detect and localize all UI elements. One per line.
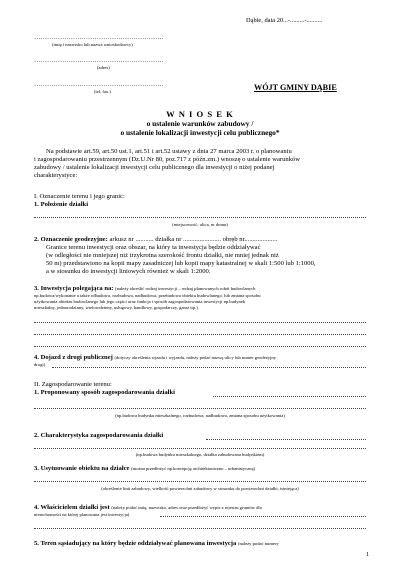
- geodetic-fields: arkusz nr ........... działka nr ....................... obręb nr....................: [109, 236, 278, 243]
- access-line: [34, 354, 276, 362]
- section-1-item-2-title: 2. Oznaczenie geodezyjne:: [34, 236, 108, 243]
- investment-note-4: mieszkalny, jednorodzinny, wielorodzinny, usługowy, handlowy, gospodarczy, garaż itp.): [34, 305, 198, 310]
- date-line: Dąbie, data 20...-.........-..........: [246, 17, 323, 24]
- section-2-item-1-title: 1. Proponowany sposób zagospodarowania działki: [34, 389, 176, 396]
- section-2-item-4-title: 4. Właścicielem działki jest: [34, 504, 110, 511]
- section-2-item-3-title: 3. Usytuowanie obiektu na działce: [34, 465, 130, 472]
- document-subtitle-2: o ustalenie lokalizacji inwestycji celu publicznego*: [120, 128, 280, 137]
- neighbor-line: [34, 540, 279, 548]
- applicant-name-dots: ……………………………………………………: [34, 34, 164, 41]
- intro-line-1: Na podstawie art.59, art.50 ust.1, art.51 i art.52 ustawy z dnia 27 marca 2003 r. o planowaniu: [46, 148, 292, 155]
- address-dots: ……………………………………………………: [34, 57, 164, 64]
- investment-fill-line-3: [34, 346, 366, 347]
- proposed-use-fill-line-2: [34, 408, 366, 409]
- owner-line: [34, 504, 262, 512]
- investment-fill-line-2: [34, 334, 366, 335]
- section-1-item-4-title: 4. Dojazd z drogi publicznej: [34, 354, 113, 361]
- geodetic-desc-4: a w stosunku do inwestycji liniowych również w skali 1:2000.: [46, 268, 211, 275]
- characteristics-fill-line-2: [34, 448, 366, 449]
- investment-line: [34, 285, 255, 293]
- addressee: WÓJT GMINY DĄBIE: [254, 83, 337, 92]
- characteristics-caption: (np.budowa budynku mieszkalnego, działka zabudowana budynkiem): [135, 452, 265, 457]
- placement-fill-line-1: [34, 481, 366, 482]
- characteristics-fill-line-1: [206, 439, 366, 440]
- section-1-item-3-title: 3. Inwestycja polegająca na:: [34, 285, 114, 292]
- phone-dots: ……………………………………………………: [34, 81, 164, 88]
- location-fill-line: [34, 217, 366, 218]
- owner-fill-line-2: [34, 528, 366, 529]
- page-number: 1: [366, 551, 370, 558]
- geodetic-desc-1: Granice terenu inwestycji oraz obszar, na który ta inwestycja będzie oddziaływać: [46, 244, 261, 251]
- section-1-heading: I. Oznaczenie terenu i jego granic:: [34, 193, 125, 200]
- intro-line-2: i zagospodarowaniu przestrzennym (Dz.U.Nr 80, poz.717 z późn.zm.) wnoszę o ustalenie warunków: [34, 156, 301, 163]
- placement-line: [34, 465, 255, 473]
- section-2-item-2-title: 2. Charakterystyka zagospodarowania działki: [34, 432, 164, 439]
- owner-note: (należy podać imię, nazwisko, adres oraz przedłożyć wypis z rejestru gruntów dla: [111, 505, 262, 510]
- address-caption: (adres): [97, 65, 110, 70]
- intro-line-3: zabudowy / ustalenie lokalizacji inwestycji celu publicznego dla inwestycji o niżej podanej: [34, 164, 275, 171]
- neighbor-note: (należy podać numery: [237, 541, 279, 546]
- location-caption: (miejscowość, ulica, nr domu): [172, 222, 228, 227]
- owner-fill-line-1: [160, 516, 366, 517]
- phone-caption: (tel, fax.): [94, 89, 111, 94]
- geodetic-line: [34, 236, 277, 244]
- investment-note-2: np.budowa/wykonanie a także odbudowa, rozbudowa, nadbudowa, przebudowa obiektu budowlanego, lub zmiana sposobu: [34, 293, 261, 298]
- owner-note-2: nieruchomości na której planowana jest inwestycja): [34, 512, 130, 517]
- access-note-2: drogi): [34, 362, 46, 367]
- applicant-name-caption: (imię i nazwisko lub nazwa wnioskodawcy): [52, 42, 133, 47]
- document-subtitle-1: o ustalenie warunków zabudowy /: [146, 119, 254, 128]
- geodetic-desc-3: 50 m) przedstawiono na kopii mapy zasadniczej lub kopii mapy katastralnej w skali 1:500 lub 1:1000,: [46, 260, 316, 267]
- access-note: (dotyczy określenia wjazdu i wyjazdu, należy podać nazwę ulicy lub numer geodezyjny: [114, 355, 276, 360]
- proposed-use-fill-line-1: [213, 396, 366, 397]
- investment-note-3: użytkowania obiektu budowlanego lub jego części oraz funkcja i sposób zagospodarowania inwestycji np.budynek: [34, 299, 246, 304]
- intro-line-4: charakterystyce:: [34, 172, 78, 179]
- geodetic-desc-2: (w odległości nie mniejszej niż trzykrotna szerokość frontu działki, nie mniej jednak niż: [46, 252, 279, 259]
- document-title: W N I O S E K: [166, 109, 234, 119]
- section-2-heading: II. Zagospodarowanie terenu:: [34, 381, 112, 388]
- proposed-use-caption: (np.budowa budynku mieszkalnego, rozbudowa, nadbudowa, zmiana sposobu użytkowania): [115, 413, 285, 418]
- section-2-item-5-title: 5. Teren sąsiadujący na który będzie oddziaływać planowana inwestycja: [34, 540, 237, 547]
- investment-note-1: (należy określić rodzaj inwestycji – rodzaj planowanych robót budowlanych: [115, 286, 256, 291]
- investment-fill-line-1: [34, 322, 366, 323]
- placement-note: (można przedłożyć np.koncepcję architektoniczno – urbanistyczną): [131, 466, 256, 471]
- section-1-item-1-title: 1. Położenie działki: [34, 201, 89, 208]
- access-fill-line: [52, 367, 366, 368]
- placement-caption: (określenie linii zabudowy, wielkość powierzchni zabudowy w stosunku do powierzchni działki, istniejąca): [101, 486, 299, 491]
